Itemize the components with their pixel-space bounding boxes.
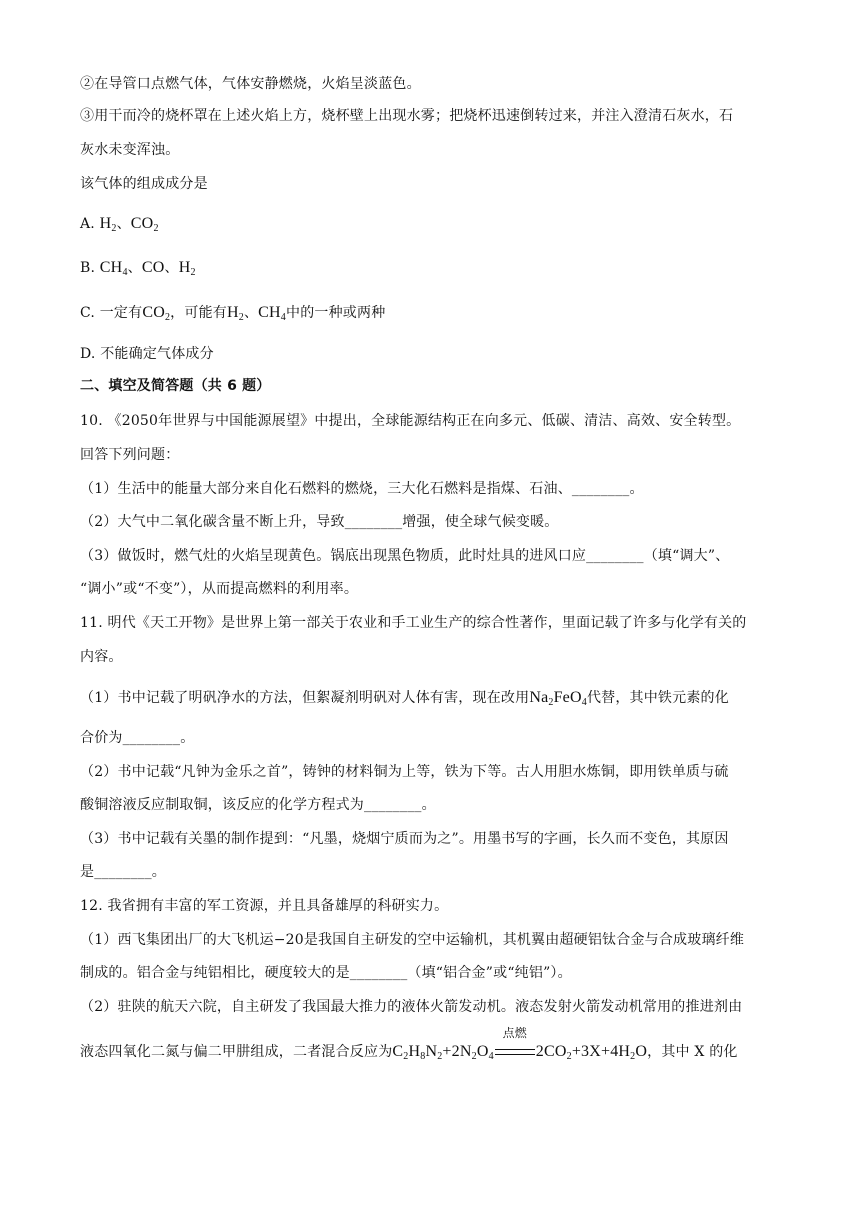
question-12: 12. 我省拥有丰富的军工资源，并且具备雄厚的科研实力。 (80, 898, 449, 914)
option-a: A. $H_2$、$CO_2$ (80, 215, 159, 234)
question-line: “调小”或“不变”），从而提高燃料的利用率。 (80, 581, 359, 597)
formula-h2: $H_2$ (99, 215, 117, 234)
formula-co2: $CO_2$ (130, 215, 159, 234)
question-line: 液态四氧化二氮与偏二甲肼组成，二者混合反应为$C_2H_8N_2+2N_2O_4$ 点燃 $2CO_2+3X+4H_2O$，其中 X 的化 (80, 1042, 738, 1067)
question-line: 灰水未变浑浊。 (80, 142, 180, 158)
question-line: （2）书中记载“凡钟为金乐之首”，铸钟的材料铜为上等，铁为下等。古人用胆水炼铜，即用铁单质与硫 (80, 764, 729, 780)
question-line: 酸铜溶液反应制取铜，该反应的化学方程式为________。 (80, 797, 436, 813)
option-b: B. $CH_4$、CO、$H_2$ (80, 259, 196, 278)
question-10: 10. 《2050年世界与中国能源展望》中提出，全球能源结构正在向多元、低碳、清洁、高效、安全转型。 (80, 413, 741, 429)
reaction-condition: 点燃 (502, 1026, 527, 1040)
formula-co2: $CO_2$ (142, 304, 171, 323)
formula-na2feo4: $Na_2FeO_4$ (529, 689, 587, 708)
question-line: （3）书中记载有关墨的制作提到：“凡墨，烧烟宁质而为之”。用墨书写的字画，长久而不变色，其原因 (80, 831, 729, 847)
question-line: （2）大气中二氧化碳含量不断上升，导致________增强，使全球气候变暖。 (80, 514, 559, 530)
question-line: （1）书中记载了明矾净水的方法，但絮凝剂明矾对人体有害，现在改用$Na_2FeO_4$代替，其中铁元素的化 (80, 689, 729, 708)
question-line: 是________。 (80, 864, 166, 880)
question-line: 制成的。铝合金与纯铝相比，硬度较大的是________（填“铝合金”或“纯铝”）。 (80, 965, 572, 981)
formula-co: CO (141, 259, 165, 276)
question-11: 11. 明代《天工开物》是世界上第一部关于农业和手工业生产的综合性著作，里面记载了许多与化学有关的 (80, 615, 747, 631)
question-line: ②在导管口点燃气体，气体安静燃烧，火焰呈淡蓝色。 (80, 76, 421, 92)
question-line: 合价为________。 (80, 730, 195, 746)
formula-h2: $H_2$ (226, 304, 244, 323)
question-line: 内容。 (80, 649, 123, 665)
formula-ch4: $CH_4$ (258, 304, 286, 323)
question-line: ③用干而冷的烧杯罩在上述火焰上方，烧杯壁上出现水雾；把烧杯迅速倒转过来，并注入澄清石灰水，石 (80, 108, 734, 124)
question-line: （2）驻陕的航天六院，自主研发了我国最大推力的液体火箭发动机。液态发射火箭发动机常用的推进剂由 (80, 999, 743, 1015)
question-line: 回答下列问题： (80, 447, 180, 463)
question-line: 该气体的组成成分是 (80, 176, 208, 192)
question-line: （3）做饭时，燃气灶的火焰呈现黄色。锅底出现黑色物质，此时灶具的进风口应________（填“调大”、 (80, 548, 730, 564)
option-c: C. 一定有$CO_2$，可能有$H_2$、$CH_4$中的一种或两种 (80, 304, 386, 323)
question-line: （1）生活中的能量大部分来自化石燃料的燃烧，三大化石燃料是指煤、石油、________。 (80, 481, 644, 497)
chemical-equation: $C_2H_8N_2+2N_2O_4$ 点燃 $2CO_2+3X+4H_2O$ (392, 1043, 647, 1060)
section-heading: 二、填空及简答题（共 6 题） (80, 378, 271, 394)
question-line: （1）西飞集团出厂的大飞机运−20是我国自主研发的空中运输机，其机翼由超硬铝钛合金与合成玻璃纤维 (80, 932, 745, 948)
formula-ch4: $CH_4$ (99, 259, 128, 278)
formula-h2: $H_2$ (178, 259, 196, 278)
option-d: D. 不能确定气体成分 (80, 346, 214, 362)
reaction-arrow (494, 1026, 536, 1062)
